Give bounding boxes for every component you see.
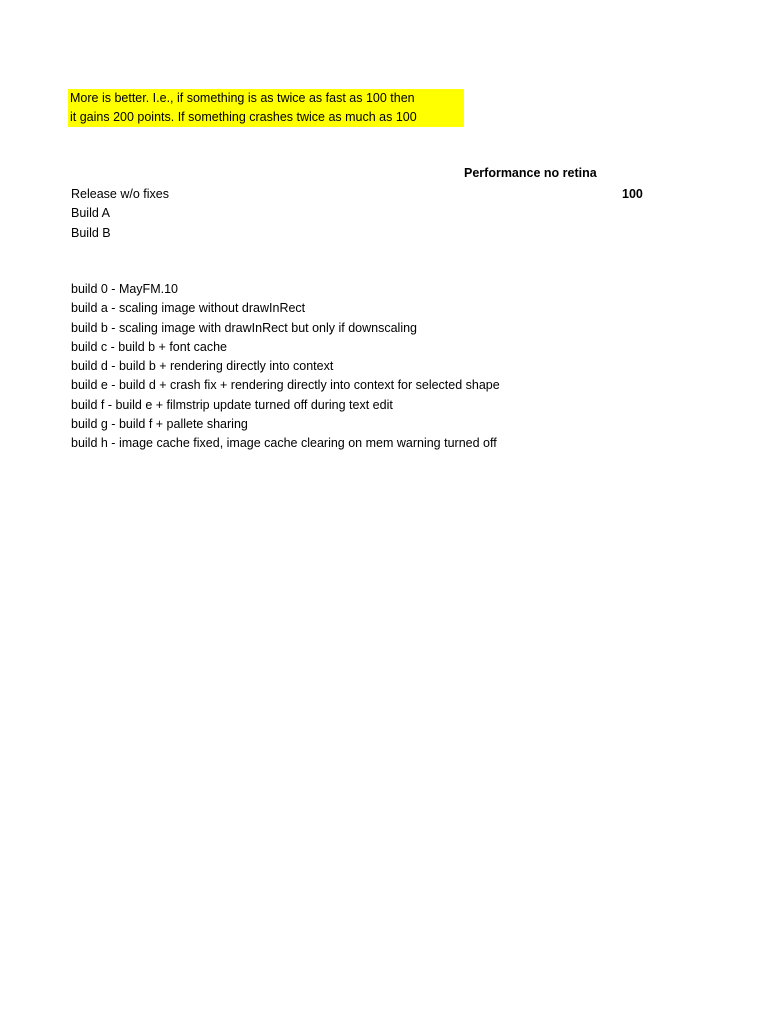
note-line-2: it gains 200 points. If something crashes twice as much as 100 <box>70 110 417 124</box>
results-table <box>71 185 671 243</box>
list-item: build b - scaling image with drawInRect but only if downscaling <box>71 320 418 335</box>
row-value: 100 <box>622 187 643 201</box>
list-item: build a - scaling image without drawInRect <box>71 301 306 316</box>
list-item: build c - build b + font cache <box>71 339 227 354</box>
row-label: Build B <box>71 225 111 240</box>
table-row <box>71 185 671 204</box>
note-line-1: More is better. I.e., if something is as twice as fast as 100 then <box>70 91 415 105</box>
table-row <box>71 224 671 243</box>
list-item: build h - image cache fixed, image cache clearing on mem warning turned off <box>71 436 497 451</box>
column-header-performance: Performance no retina <box>464 166 597 180</box>
table-row <box>71 204 671 223</box>
build-list <box>71 280 500 454</box>
list-item: build d - build b + rendering directly into context <box>71 359 334 374</box>
list-item: build 0 - MayFM.10 <box>71 282 178 296</box>
list-item: build f - build e + filmstrip update turned off during text edit <box>71 397 393 412</box>
highlighted-note <box>68 89 464 127</box>
row-label: Build A <box>71 206 110 221</box>
list-item: build e - build d + crash fix + rendering directly into context for selected shape <box>71 378 500 393</box>
list-item: build g - build f + pallete sharing <box>71 417 248 432</box>
row-label: Release w/o fixes <box>71 187 169 201</box>
